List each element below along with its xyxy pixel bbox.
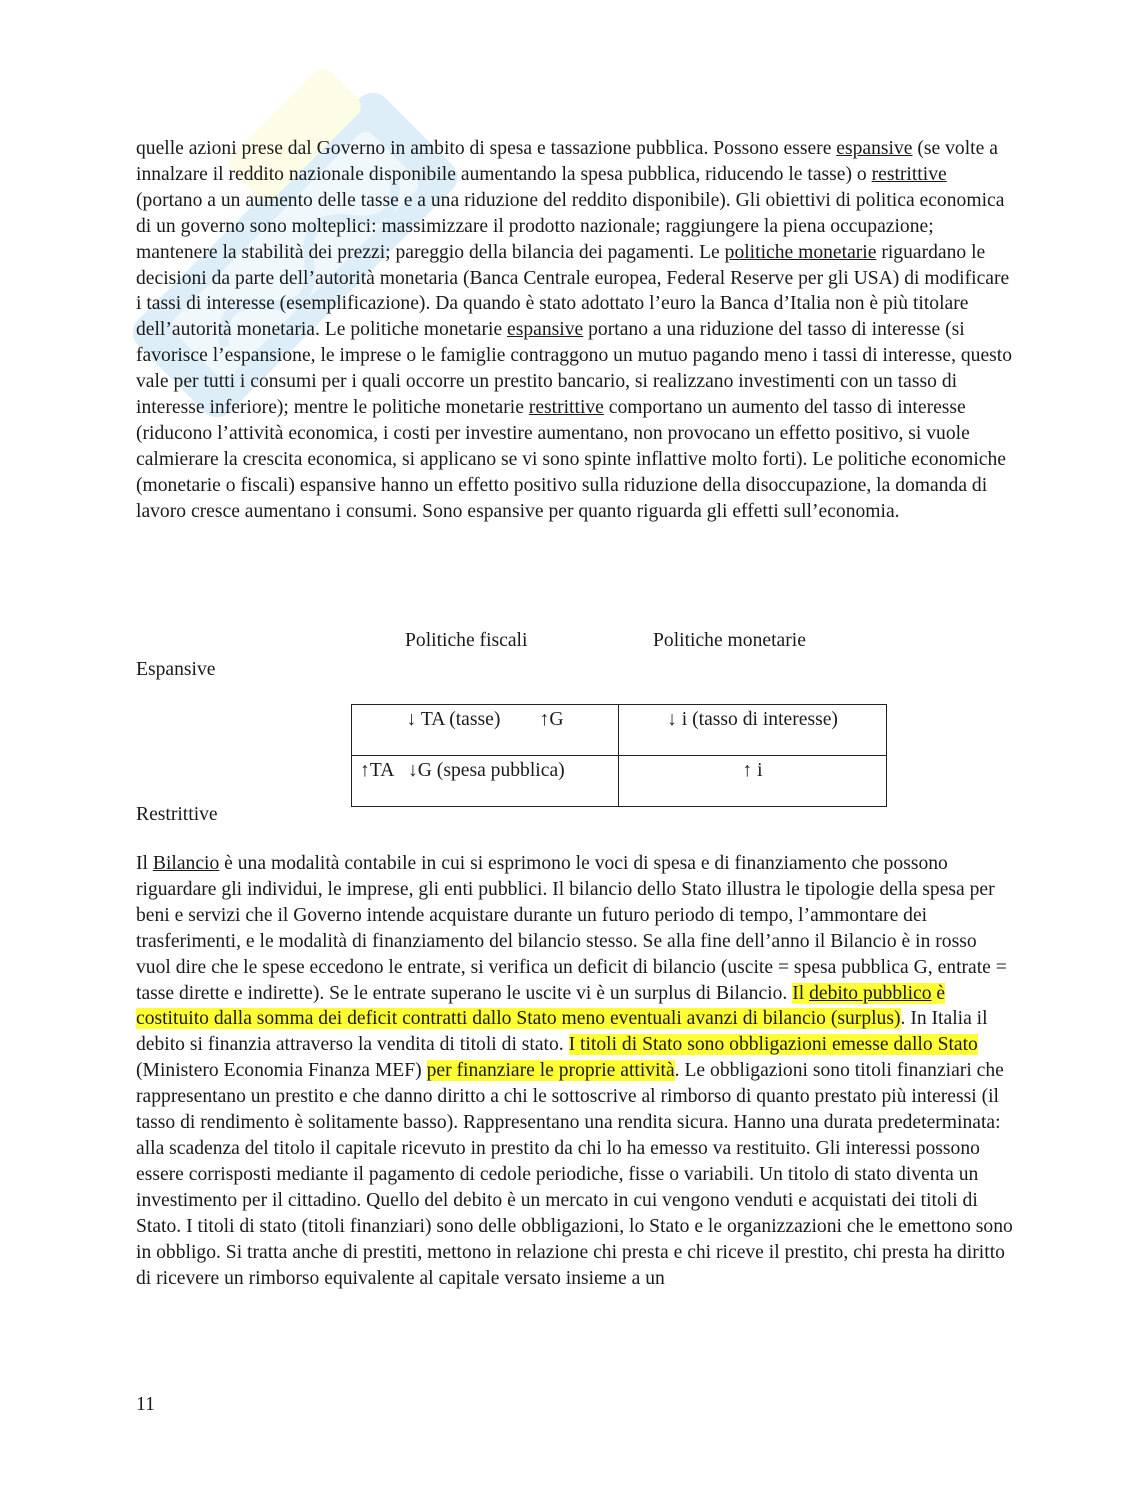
paragraph-bilancio: Il Bilancio è una modalità contabile in cui si esprimono le voci di spesa e di finanziamento che possono riguardare gli individui, le imprese, gli enti pubblici. Il bilancio dello Stato illustra le tipologie della spesa per beni e servizi che il Governo intende acquistare durante un futuro periodo di tempo, l’ammontare dei trasferimenti, e le modalità di finanziamento del bilancio stesso. Se alla fine dell’anno il Bilancio è in rosso vuol dire che le spese eccedono le entrate, si verifica un deficit di bilancio (uscite = spesa pubblica G, entrate = tasse dirette e indirette). Se le entrate superano le uscite vi è un surplus di Bilancio. Il debito pubblico è costituito dalla somma dei deficit contratti dallo Stato meno eventuali avanzi di bilancio (surplus). In Italia il debito si finanzia attraverso la vendita di titoli di stato. I titoli di Stato sono obbligazioni emesse dallo Stato (Ministero Economia Finanza MEF) per finanziare le proprie attività. Le obbligazioni sono titoli finanziari che rappresentano un prestito e che danno diritto a chi le sottoscrive al rimborso di quanto prestato più interessi (il tasso di rendimento è solitamente basso). Rappresentano una rendita sicura. Hanno una durata predeterminata: alla scadenza del titolo il capitale ricevuto in prestito da chi lo ha emesso va restituito. Gli interessi possono essere corrisposti mediante il pagamento di cedole periodiche, fisse o variabili. Un titolo di stato diventa un investimento per il cittadino. Quello del debito è un mercato in cui vengono venduti e acquistati dei titoli di Stato. I titoli di stato (titoli finanziari) sono delle obbligazioni, lo Stato e le organizzazioni che le emettono sono in obbligo. Si tratta anche di prestiti, mettono in relazione chi presta e chi riceve il prestito, chi presta ha diritto di ricevere un rimborso equivalente al capitale versato insieme a un bbox=[136, 853, 1013, 1289]
column-header-monetary: Politiche monetarie bbox=[653, 630, 806, 651]
cell-fiscal-expansive: ↓ TA (tasse) ↑G bbox=[352, 705, 619, 756]
term-espansive: espansive bbox=[836, 138, 913, 159]
term-bilancio: Bilancio bbox=[152, 853, 220, 874]
row-label-restrittive: Restrittive bbox=[136, 804, 218, 825]
cell-fiscal-restrictive: ↑TA ↓G (spesa pubblica) bbox=[352, 756, 619, 807]
highlight-finanziare: per finanziare le proprie attività bbox=[426, 1060, 675, 1082]
table-row bbox=[352, 756, 887, 807]
term-politiche-monetarie: politiche monetarie bbox=[724, 241, 877, 263]
row-label-espansive: Espansive bbox=[136, 659, 216, 680]
highlight-titoli-di-stato: I titoli di Stato sono obbligazioni emesse dallo Stato bbox=[568, 1034, 978, 1056]
table-row bbox=[352, 705, 887, 756]
highlight-debito-pubblico: Il debito pubblico è costituito dalla somma dei deficit contratti dallo Stato meno eventuali avanzi di bilancio (surplus) bbox=[136, 982, 946, 1030]
term-restrittive-2: restrittive bbox=[528, 397, 604, 419]
page-number: 11 bbox=[136, 1394, 155, 1415]
term-restrittive: restrittive bbox=[871, 163, 947, 185]
paragraph-fiscal-monetary-policies: quelle azioni prese dal Governo in ambito di spesa e tassazione pubblica. Possono essere espansive (se volte a innalzare il reddito nazionale disponibile aumentando la spesa pubblica, riducendo le tasse) o restrittive (portano a un aumento delle tasse e a una riduzione del reddito disponibile). Gli obiettivi di politica economica di un governo sono molteplici: massimizzare il prodotto nazionale; raggiungere la piena occupazione; mantenere la stabilità dei prezzi; pareggio della bilancia dei pagamenti. Le politiche monetarie riguardano le decisioni da parte dell’autorità monetaria (Banca Centrale europea, Federal Reserve per gli USA) di modificare i tassi di interesse (esemplificazione). Da quando è stato adottato l’euro la Banca d’Italia non è più titolare dell’autorità monetaria. Le politiche monetarie espansive portano a una riduzione del tasso di interesse (si favorisce l’espansione, le imprese o le famiglie contraggono un mutuo pagando meno i tassi di interesse, questo vale per tutti i consumi per i quali occorre un prestito bancario, si realizzano investimenti con un tasso di interesse inferiore); mentre le politiche monetarie restrittive comportano un aumento del tasso di interesse (riducono l’attività economica, i costi per investire aumentano, non provocano un effetto positivo, si vuole calmierare la crescita economica, si applicano se vi sono spinte inflattive molto forti). Le politiche economiche (monetarie o fiscali) espansive hanno un effetto positivo sulla riduzione della disoccupazione, la domanda di lavoro cresce aumentano i consumi. Sono espansive per quanto riguarda gli effetti sull’economia. bbox=[136, 138, 1013, 522]
term-espansive-2: espansive bbox=[507, 319, 584, 341]
policy-table bbox=[351, 704, 887, 807]
cell-monetary-restrictive: ↑ i bbox=[619, 756, 887, 807]
column-header-fiscal: Politiche fiscali bbox=[405, 630, 528, 651]
cell-monetary-expansive: ↓ i (tasso di interesse) bbox=[619, 705, 887, 756]
